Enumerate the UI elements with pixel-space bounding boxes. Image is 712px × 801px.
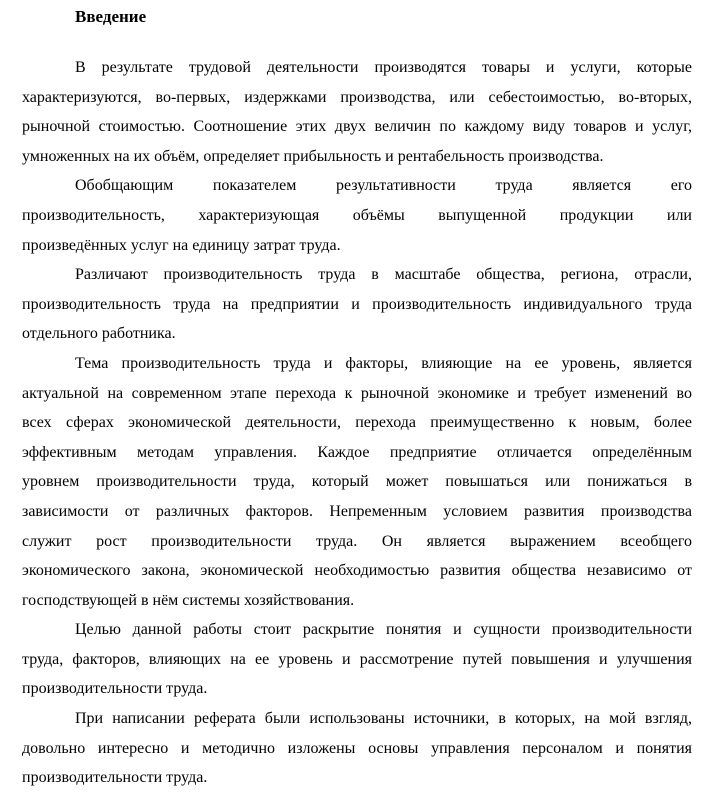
paragraph: [22, 171, 692, 260]
text-line: труда, факторов, влияющих на ее уровень и рассмотрение путей повышения и улучшения: [22, 650, 692, 668]
text-line: Тема производительность труда и факторы, влияющие на ее уровень, является: [75, 354, 692, 372]
text-line: довольно интересно и методично изложены основы управления персоналом и понятия: [22, 739, 692, 757]
text-line: В результате трудовой деятельности производятся товары и услуги, которые: [75, 59, 692, 76]
text-line: производительности труда.: [22, 769, 208, 787]
text-line: отдельного работника.: [22, 325, 176, 343]
text-line: служит рост производительности труда. Он является выражением всеобщего: [22, 532, 692, 550]
text-line: зависимости от различных факторов. Непременным условием развития производства: [22, 502, 692, 520]
text-line: Обобщающим показателем результативности труда является его: [75, 177, 692, 195]
text-line: произведённых услуг на единицу затрат труда.: [22, 236, 341, 254]
text-line: При написании реферата были использованы источники, в которых, на мой взгляд,: [75, 710, 692, 728]
text-line: характеризуются, во-первых, издержками производства, или себестоимостью, во-вторых,: [22, 88, 692, 106]
paragraph: [22, 615, 692, 704]
text-line: экономического закона, экономической необходимостью развития общества независимо от: [22, 562, 692, 580]
paragraph: [22, 53, 692, 171]
text-line: актуальной на современном этапе перехода к рыночной экономике и требует изменений во: [22, 384, 692, 402]
paragraph: [22, 349, 692, 615]
paragraph: [22, 704, 692, 793]
paragraph: [22, 260, 692, 349]
text-line: умноженных на их объём, определяет прибыльность и рентабельность производства.: [22, 147, 604, 165]
text-line: господствующей в нём системы хозяйствования.: [22, 591, 355, 609]
text-line: рыночной стоимостью. Соотношение этих двух величин по каждому виду товаров и услуг,: [22, 118, 692, 136]
document-body: [22, 53, 692, 793]
text-line: Целью данной работы стоит раскрытие понятия и сущности производительности: [75, 621, 692, 639]
text-line: Различают производительность труда в масштабе общества, региона, отрасли,: [75, 266, 692, 284]
text-line: производительности труда.: [22, 680, 208, 698]
text-line: производительность, характеризующая объёмы выпущенной продукции или: [22, 206, 692, 224]
text-line: всех сферах экономической деятельности, перехода преимущественно к новым, более: [22, 414, 692, 432]
text-line: уровнем производительности труда, который может повышаться или понижаться в: [22, 473, 692, 491]
section-heading: Введение: [75, 7, 147, 26]
text-line: эффективным методам управления. Каждое предприятие отличается определённым: [22, 443, 692, 461]
text-line: производительность труда на предприятии и производительность индивидуального труда: [22, 295, 692, 313]
